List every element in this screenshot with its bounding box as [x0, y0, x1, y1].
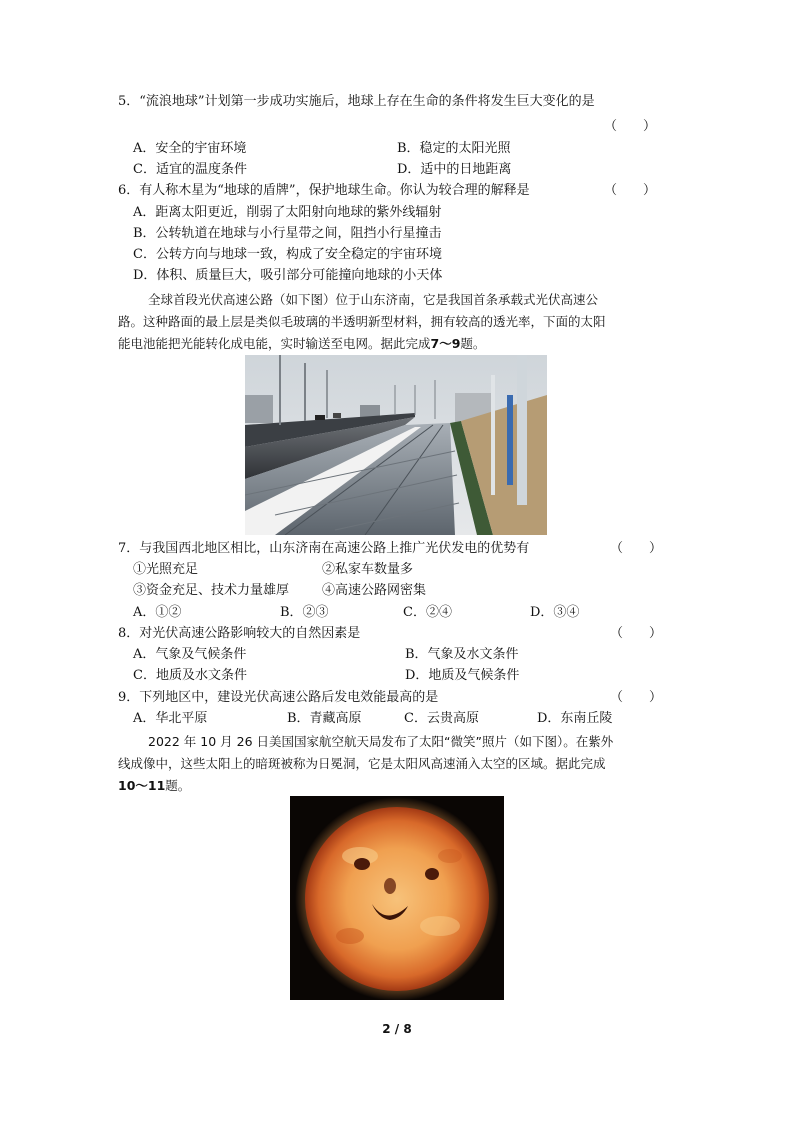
q7-option-a: A．①② [133, 605, 182, 620]
q8-option-c: C．地质及水文条件 [133, 668, 247, 683]
q8-option-a: A．气象及气候条件 [133, 647, 247, 662]
smiling-sun-illustration [290, 796, 504, 1000]
q9-option-c: C．云贵高原 [404, 711, 479, 726]
q6-answer-paren: （ ） [604, 183, 657, 198]
passage2-line3-end: 题。 [165, 778, 191, 793]
q5-option-a: A．安全的宇宙环境 [133, 141, 247, 156]
passage1-line1: 全球首段光伏高速公路（如下图）位于山东济南，它是我国首条承载式光伏高速公 [148, 292, 599, 307]
left-eye-hole [354, 858, 370, 870]
q6-option-d: D．体积、质量巨大，吸引部分可能撞向地球的小天体 [133, 268, 443, 283]
passage1-question-range: 7～9 [430, 336, 461, 351]
q9-answer-paren: （ ） [610, 690, 663, 705]
q7-option-b: B．②③ [280, 605, 329, 620]
passage2-question-range: 10～11 [118, 778, 166, 793]
q8-answer-paren: （ ） [610, 626, 663, 641]
q7-item-2: ②私家车数量多 [322, 562, 414, 577]
q5-option-c: C．适宜的温度条件 [133, 162, 247, 177]
q7-item-3: ③资金充足、技术力量雄厚 [133, 583, 290, 598]
q7-item-1: ①光照充足 [133, 562, 199, 577]
passage1-line3 [118, 334, 485, 354]
q6-stem: 6．有人称木星为“地球的盾牌”，保护地球生命。你认为较合理的解释是 [118, 183, 530, 198]
q6-option-b: B．公转轨道在地球与小行星带之间，阻挡小行星撞击 [133, 226, 442, 241]
q5-stem: 5．“流浪地球”计划第一步成功实施后，地球上存在生命的条件将发生巨大变化的是 [118, 94, 595, 109]
smiling-sun-photo [290, 796, 504, 1000]
q7-option-d: D．③④ [530, 605, 580, 620]
pv-highway-illustration [245, 355, 547, 535]
q9-option-a: A．华北平原 [133, 711, 208, 726]
q9-option-b: B．青藏高原 [287, 711, 362, 726]
q7-option-c: C．②④ [403, 605, 452, 620]
passage1-line2: 路。这种路面的最上层是类似毛玻璃的半透明新型材料，拥有较高的透光率，下面的太阳 [118, 314, 606, 329]
q7-answer-paren: （ ） [610, 541, 663, 556]
q9-stem: 9．下列地区中，建设光伏高速公路后发电效能最高的是 [118, 690, 439, 705]
pv-highway-photo [245, 355, 547, 535]
q5-option-d: D．适中的日地距离 [397, 162, 512, 177]
passage2-line1: 2022 年 10 月 26 日美国国家航空航天局发布了太阳“微笑”照片（如下图）。在紫外 [148, 734, 614, 749]
q5-answer-paren: （ ） [604, 119, 657, 134]
passage1-line3-end: 题。 [460, 336, 486, 351]
passage2-line3 [118, 776, 190, 796]
q5-option-b: B．稳定的太阳光照 [397, 141, 511, 156]
passage1-line3-text: 能电池能把光能转化成电能，实时输送至电网。据此完成 [118, 336, 431, 351]
q8-option-d: D．地质及气候条件 [405, 668, 520, 683]
q7-item-4: ④高速公路网密集 [322, 583, 427, 598]
q6-option-c: C．公转方向与地球一致，构成了安全稳定的宇宙环境 [133, 247, 442, 262]
q7-stem: 7．与我国西北地区相比，山东济南在高速公路上推广光伏发电的优势有 [118, 541, 530, 556]
page-number: 2 / 8 [382, 1022, 412, 1036]
q8-option-b: B．气象及水文条件 [405, 647, 519, 662]
q6-option-a: A．距离太阳更近，削弱了太阳射向地球的紫外线辐射 [133, 205, 442, 220]
passage2-line2: 线成像中，这些太阳上的暗斑被称为日冕洞，它是太阳风高速涌入太空的区域。据此完成 [118, 756, 606, 771]
q9-option-d: D．东南丘陵 [537, 711, 613, 726]
right-eye-hole [425, 868, 439, 880]
q8-stem: 8．对光伏高速公路影响较大的自然因素是 [118, 626, 361, 641]
